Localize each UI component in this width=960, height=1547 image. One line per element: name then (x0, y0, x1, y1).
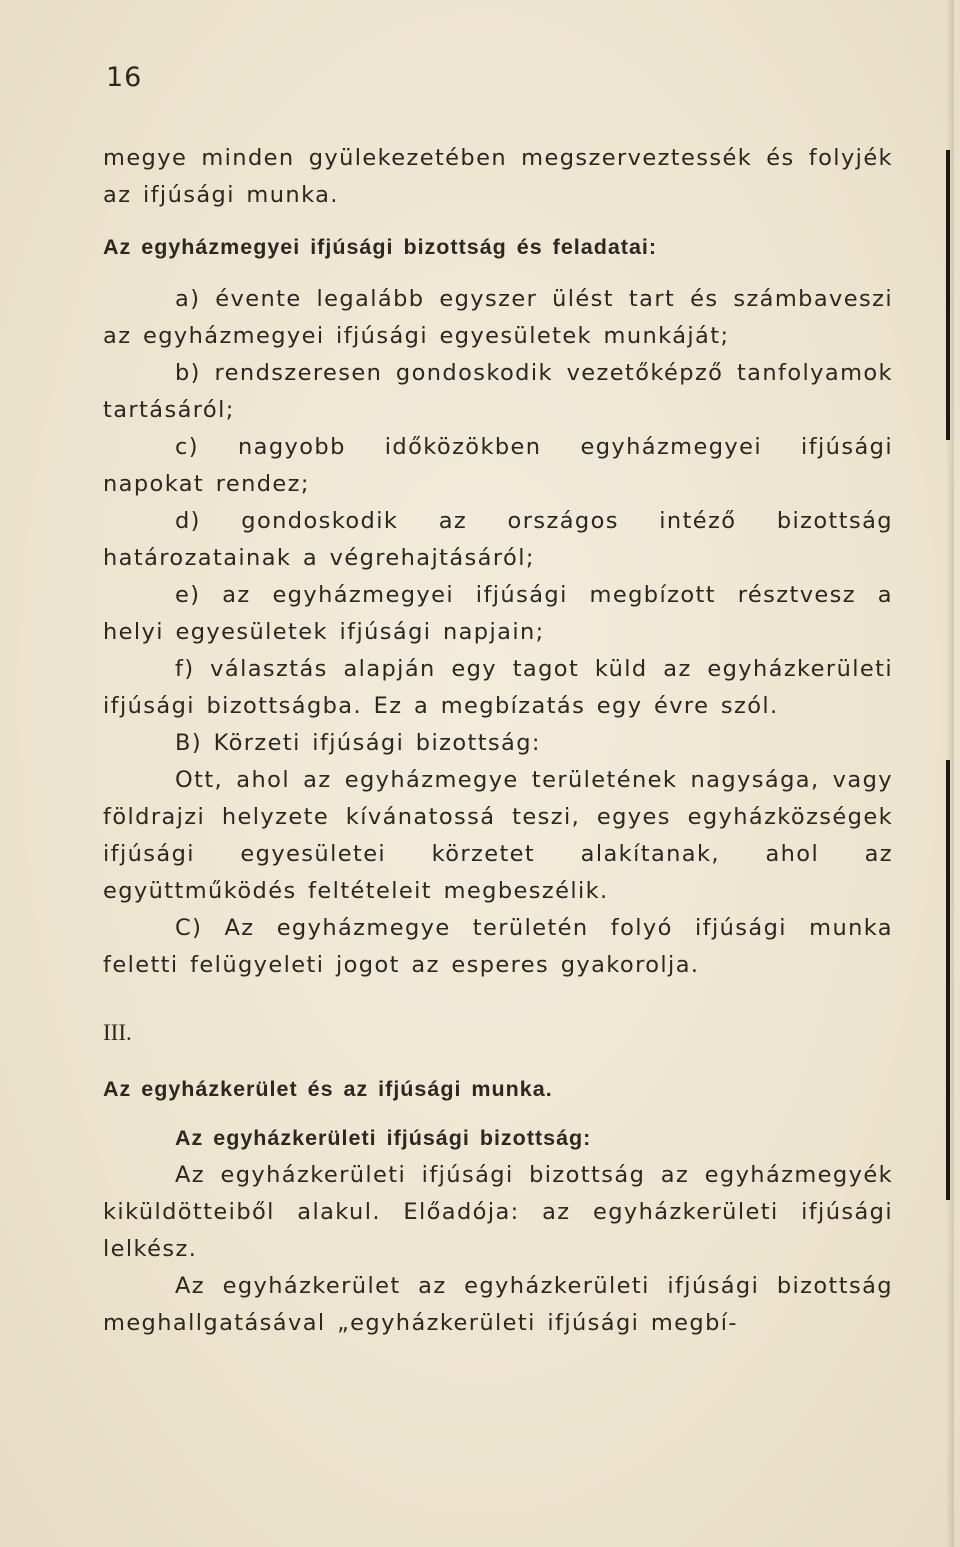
list-item: b) rendszeresen gondoskodik vezetőképző tanfolyamok tartásáról; (103, 360, 893, 423)
paragraph: Ott, ahol az egyházmegye területének nagysága, vagy földrajzi helyzete kívánatossá teszi, egyes egyházközségek ifjúsági egyesületei körzetet alakítanak, ahol az együttműködés feltételeit megbeszélik. (103, 767, 893, 904)
list-item: e) az egyházmegyei ifjúsági megbízott résztvesz a helyi egyesületek ifjúsági napjain; (103, 582, 893, 645)
section-heading: Az egyházmegyei ifjúsági bizottság és feladatai: (103, 235, 658, 259)
paragraph: C) Az egyházmegye területén folyó ifjúsági munka feletti felügyeleti jogot az esperes gyakorolja. (103, 915, 893, 978)
page-number: 16 (106, 62, 143, 93)
paragraph: Az egyházkerület az egyházkerületi ifjúsági bizottság meghallgatásával „egyházkerületi ifjúsági megbí- (103, 1273, 893, 1336)
paragraph: Az egyházkerületi ifjúsági bizottság az egyházmegyék kiküldötteiből alakul. Előadója: az egyházkerületi ifjúsági lelkész. (103, 1162, 893, 1262)
binding-mark (946, 760, 950, 1200)
paragraph: megye minden gyülekezetében megszerveztessék és folyjék az ifjúsági munka. (103, 145, 893, 208)
body-text (103, 140, 893, 1342)
subsection-heading: B) Körzeti ifjúsági bizottság: (175, 730, 541, 756)
chapter-number: III. (103, 1020, 132, 1045)
section-heading: Az egyházkerületi ifjúsági bizottság: (175, 1126, 592, 1150)
list-item: f) választás alapján egy tagot küld az egyházkerületi ifjúsági bizottságba. Ez a megbízatás egy évre szól. (103, 656, 893, 719)
binding-mark (946, 150, 950, 440)
list-item: c) nagyobb időközökben egyházmegyei ifjúsági napokat rendez; (103, 434, 893, 497)
list-item: d) gondoskodik az országos intéző bizottság határozatainak a végrehajtásáról; (103, 508, 893, 571)
chapter-title: Az egyházkerület és az ifjúsági munka. (103, 1077, 553, 1101)
list-item: a) évente legalább egyszer ülést tart és számbaveszi az egyházmegyei ifjúsági egyesületek munkáját; (103, 286, 893, 349)
